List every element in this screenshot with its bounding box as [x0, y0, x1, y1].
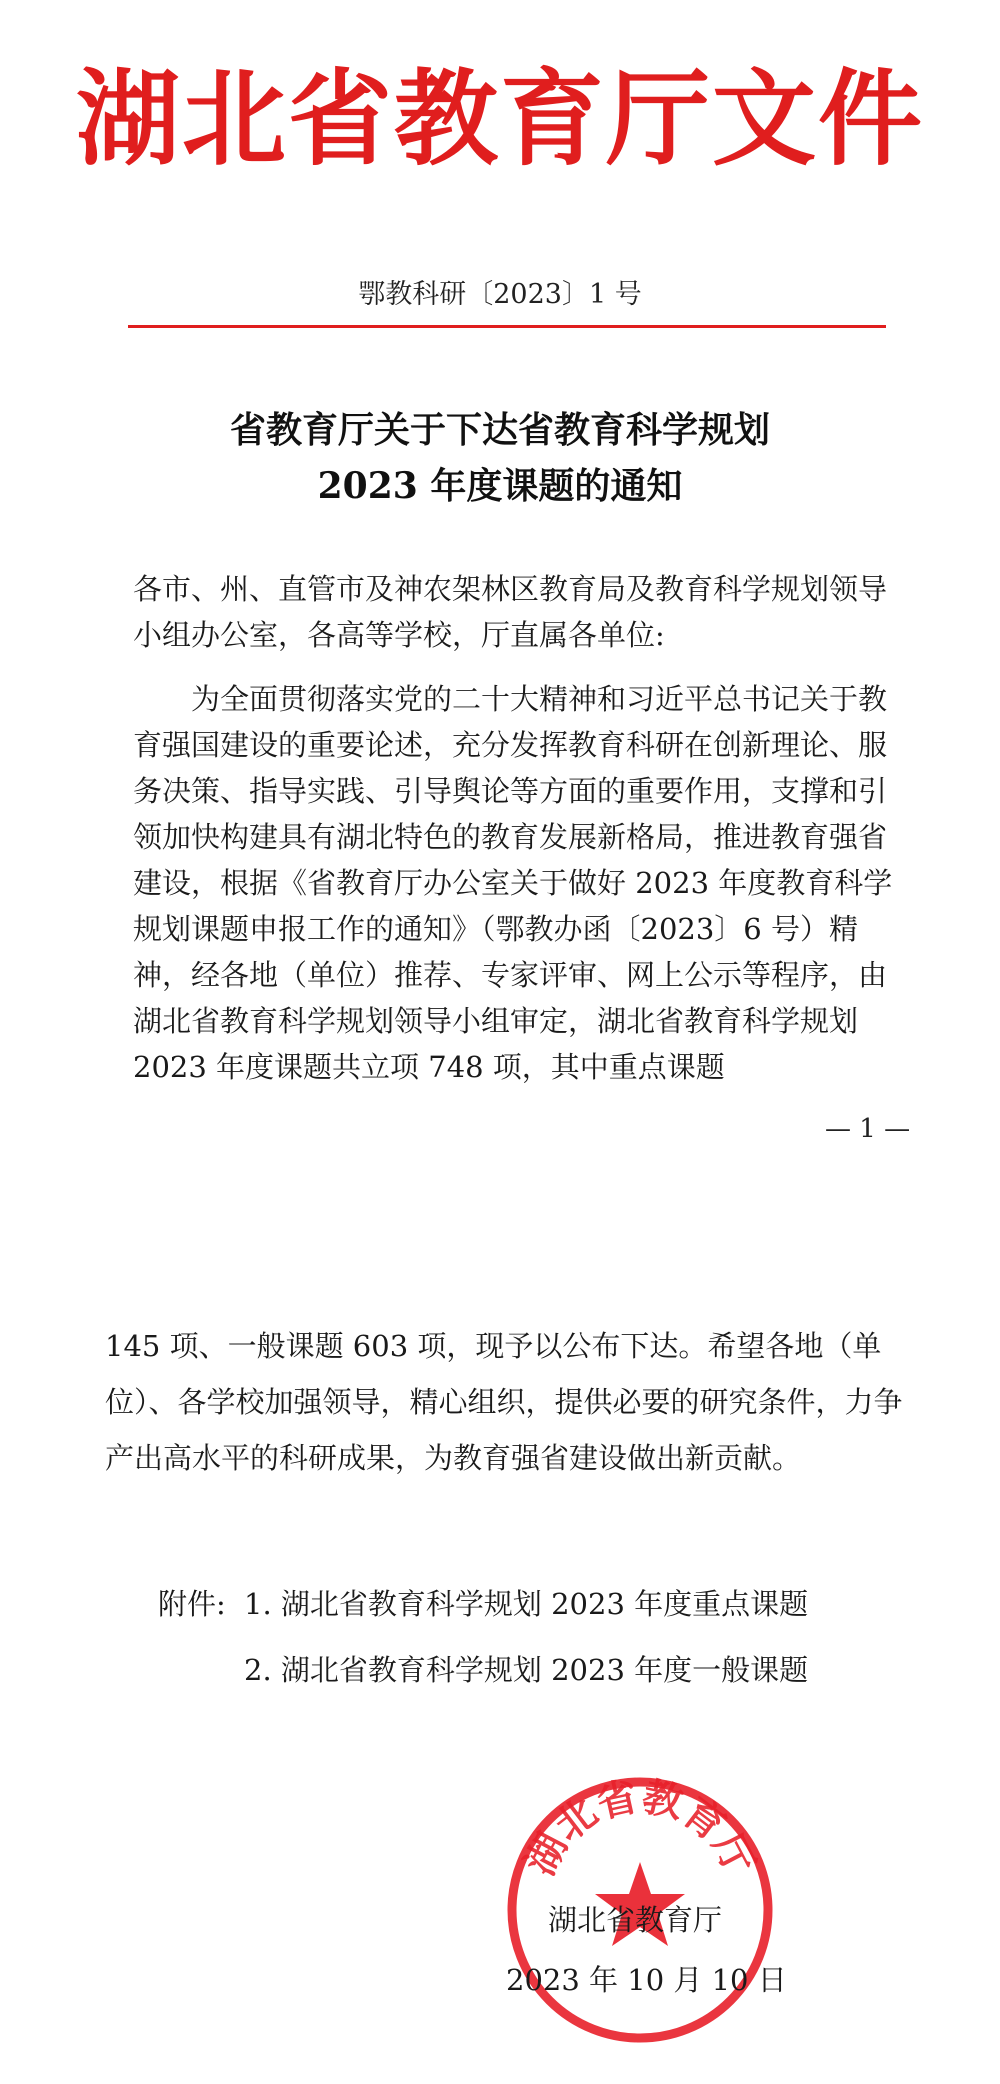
- body-paragraph-1-text: 为全面贯彻落实党的二十大精神和习近平总书记关于教育强国建设的重要论述，充分发挥教育科研在创新理论、服务决策、指导实践、引导舆论等方面的重要作用，支撑和引领加快构建具有湖北特色的教育发展新格局，推进教育强省建设，根据《省教育厅办公室关于做好 2023 年度教育科学规划课题申报工作的通知》（鄂教办函〔2023〕6 号）精神，经各地（单位）推荐、专家评审、网上公示等程序，由湖北省教育科学规划领导小组审定，湖北省教育科学规划 2023 年度课题共立项 748 项，其中重点课题: [133, 682, 893, 1084]
- attachments-label: 附件:: [158, 1587, 226, 1621]
- attachment-item-2: 2. 湖北省教育科学规划 2023 年度一般课题: [244, 1653, 809, 1687]
- attachment-item-1: 1. 湖北省教育科学规划 2023 年度重点课题: [244, 1587, 809, 1621]
- seal-text: 湖北省教育厅: [517, 1773, 763, 1883]
- body-paragraph-1: [133, 676, 893, 1090]
- addressee: 各市、州、直管市及神农架林区教育局及教育科学规划领导小组办公室，各高等学校，厅直属各单位:: [133, 572, 888, 652]
- issue-date: 2023 年 10 月 10 日: [506, 1963, 787, 1997]
- notice-title-line-2: 2023 年度课题的通知: [317, 465, 683, 507]
- notice-title-line-1: 省教育厅关于下达省教育科学规划: [229, 409, 770, 451]
- document-number: 鄂教科研〔2023〕1 号: [358, 279, 642, 310]
- masthead-title: 湖北省教育厅文件: [75, 58, 924, 180]
- issuer-name: 湖北省教育厅: [548, 1903, 723, 1937]
- body-paragraph-2: 145 项、一般课题 603 项，现予以公布下达。希望各地（单位）、各学校加强领导，精心组织，提供必要的研究条件，力争产出高水平的科研成果，为教育强省建设做出新贡献。: [105, 1329, 903, 1475]
- page-number: — 1 —: [825, 1114, 911, 1144]
- header-divider: [128, 325, 886, 328]
